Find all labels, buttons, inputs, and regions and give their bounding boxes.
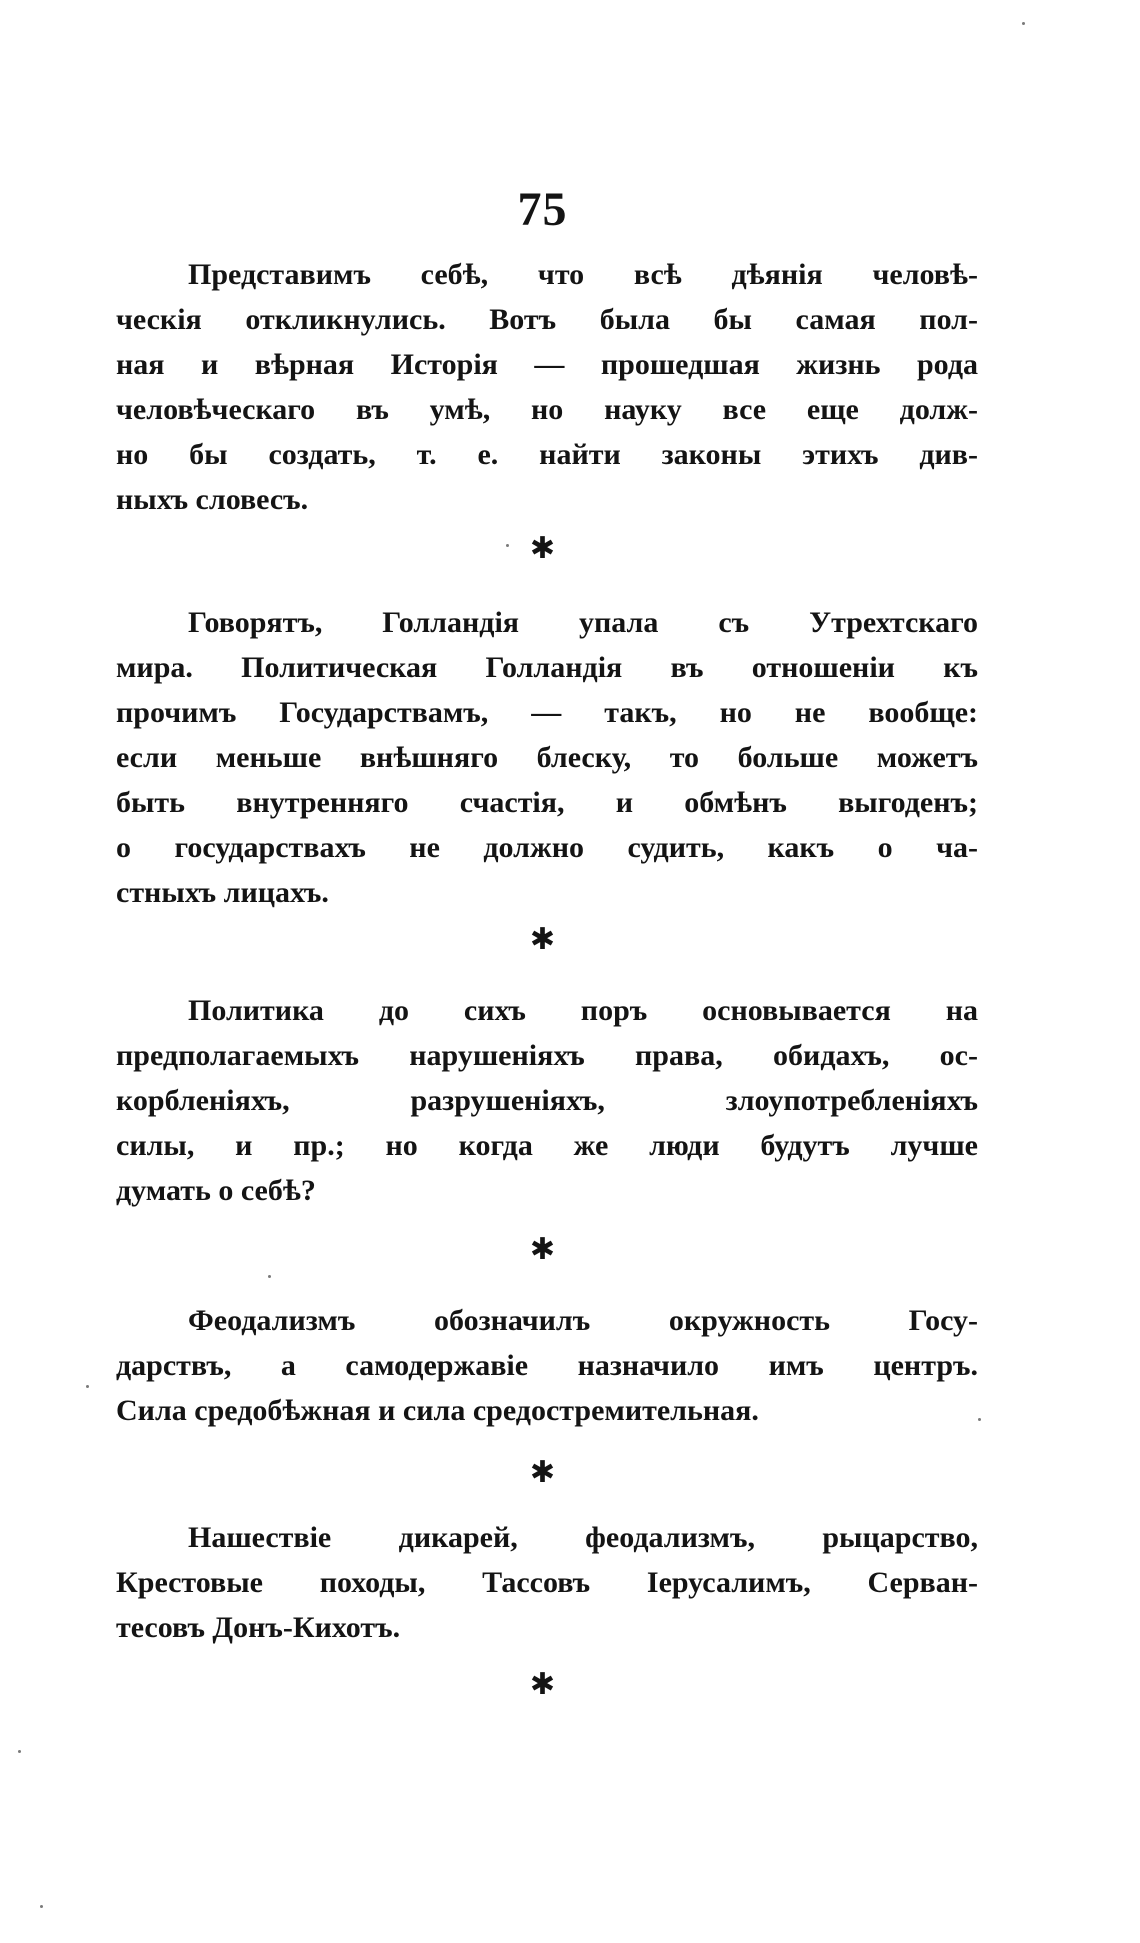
paragraph-2 bbox=[116, 600, 978, 915]
separator-asterisk: ✱ bbox=[529, 1667, 556, 1702]
paragraph-1 bbox=[116, 252, 978, 522]
paragraph-line: быть внутренняго счастія, и обмѣнъ выгоденъ; bbox=[116, 786, 978, 819]
scan-speck bbox=[1022, 22, 1025, 25]
paragraph-line: но бы создать, т. е. найти законы этихъ див- bbox=[116, 438, 978, 471]
paragraph-line: Представимъ себѣ, что всѣ дѣянія человѣ- bbox=[188, 258, 978, 291]
paragraph-line: силы, и пр.; но когда же люди будутъ лучше bbox=[116, 1129, 978, 1162]
scan-speck bbox=[978, 1418, 981, 1421]
paragraph-line: Нашествіе дикарей, феодализмъ, рыцарство, bbox=[188, 1521, 978, 1554]
paragraph-line: думать о себѣ? bbox=[116, 1174, 316, 1207]
scan-speck bbox=[18, 1750, 21, 1753]
paragraph-line: ческія откликнулись. Вотъ была бы самая пол- bbox=[116, 303, 978, 336]
paragraph-line: ныхъ словесъ. bbox=[116, 483, 309, 516]
scan-speck bbox=[86, 1385, 89, 1388]
paragraph-line: Феодализмъ обозначилъ окружность Госу- bbox=[188, 1304, 978, 1337]
separator-asterisk: ✱ bbox=[529, 1232, 556, 1267]
paragraph-line: дарствъ, а самодержавіе назначило имъ центръ. bbox=[116, 1349, 978, 1382]
paragraph-line: ная и вѣрная Исторія — прошедшая жизнь рода bbox=[116, 348, 978, 381]
paragraph-4 bbox=[116, 1298, 978, 1433]
paragraph-line: тесовъ Донъ-Кихотъ. bbox=[116, 1611, 401, 1644]
paragraph-line: о государствахъ не должно судить, какъ о ча- bbox=[116, 831, 978, 864]
paragraph-5 bbox=[116, 1515, 978, 1650]
scan-speck bbox=[40, 1905, 43, 1908]
paragraph-line: Сила средобѣжная и сила средостремительная. bbox=[116, 1394, 759, 1427]
paragraph-line: прочимъ Государствамъ, — такъ, но не вообще: bbox=[116, 696, 978, 729]
paragraph-line: человѣческаго въ умѣ, но науку все еще долж- bbox=[116, 393, 978, 426]
paragraph-line: стныхъ лицахъ. bbox=[116, 876, 329, 909]
paragraph-line: Крестовые походы, Тассовъ Іерусалимъ, Серван- bbox=[116, 1566, 978, 1599]
separator-asterisk: ✱ bbox=[529, 531, 556, 566]
paragraph-line: Говорятъ, Голландія упала съ Утрехтскаго bbox=[188, 606, 978, 639]
paragraph-line: если меньше внѣшняго блеску, то больше можетъ bbox=[116, 741, 978, 774]
scan-speck bbox=[506, 544, 509, 547]
paragraph-line: Политика до сихъ поръ основывается на bbox=[188, 994, 978, 1027]
paragraph-line: предполагаемыхъ нарушеніяхъ права, обидахъ, ос- bbox=[116, 1039, 978, 1072]
paragraph-line: мира. Политическая Голландія въ отношеніи къ bbox=[116, 651, 978, 684]
paragraph-3 bbox=[116, 988, 978, 1213]
separator-asterisk: ✱ bbox=[529, 1455, 556, 1490]
scan-speck bbox=[268, 1275, 271, 1278]
page-number: 75 bbox=[517, 183, 568, 236]
separator-asterisk: ✱ bbox=[529, 922, 556, 957]
paragraph-line: корбленіяхъ, разрушеніяхъ, злоупотребленіяхъ bbox=[116, 1084, 978, 1117]
